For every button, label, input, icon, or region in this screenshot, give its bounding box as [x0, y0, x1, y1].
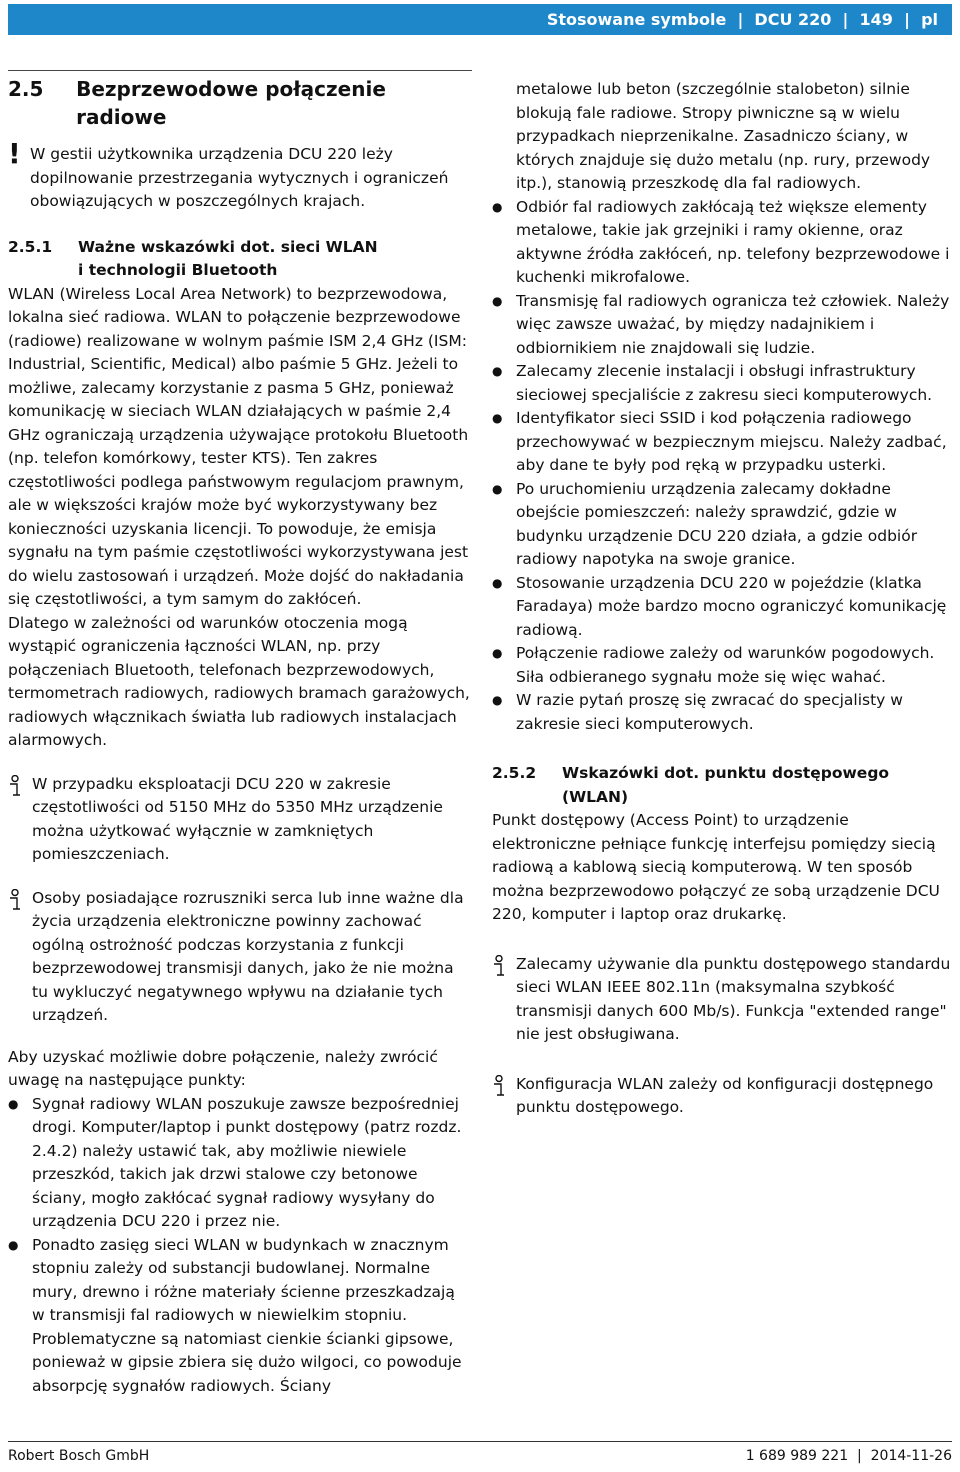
warning-text: W gestii użytkownika urządzenia DCU 220 leży dopilnowanie przestrzegania wytycznych i ograniczeń obowiązujących w poszczególnych krajach.: [30, 145, 449, 210]
list-item-text: Sygnał radiowy WLAN poszukuje zawsze bezpośredniej drogi. Komputer/laptop i punkt dostępowy (patrz rozdz. 2.4.2) należy ustawić tak, aby możliwie niewiele przeszkód, takich jak drzwi stalowe czy betonowe ściany, mogło zakłócać sygnał radiowy wysyłany do urządzenia DCU 220 i przez nie.: [32, 1094, 462, 1230]
bullet-icon: ●: [492, 481, 503, 496]
page-footer: [8, 1441, 952, 1464]
list-item: [492, 196, 954, 290]
subsection-title: Wskazówki dot. punktu dostępowego (WLAN): [562, 764, 890, 806]
note-block-4: [492, 1073, 954, 1120]
list-item: [492, 572, 954, 643]
note-text-2: Osoby posiadające rozruszniki serca lub inne ważne dla życia urządzenia elektroniczne powinny zachować ogólną ostrożność podczas korzystania z funkcji bezprzewodowej transmisji danych, jako że nie można tu wykluczyć negatywnego wpływu na działanie tych urządzeń.: [32, 888, 464, 1024]
exclamation-icon: !: [8, 137, 21, 170]
subsection-number: 2.5.1: [8, 237, 53, 256]
section-rule: [8, 70, 472, 71]
subsection-number: 2.5.2: [492, 764, 537, 782]
bullet-icon: ●: [492, 364, 503, 378]
subsection-heading-1: [8, 236, 472, 283]
paragraph-limitations: Dlatego w zależności od warunków otoczenia mogą wystąpić ograniczenia łączności WLAN, np. przy połączeniach Bluetooth, telefonach bezprzewodowych, termometrach radiowych, radiowych bramach garażowych, radiowych włącznikach światła lub radiowych instalacjach alarmowych.: [8, 613, 470, 749]
bullet-icon: ●: [492, 411, 503, 425]
paragraph-access-point: Punkt dostępowy (Access Point) to urządzenie elektroniczne pełniące funkcję interfejsu pomiędzy siecią radiową a kablową siecią komputerową. W ten sposób można bezprzewodowo połączyć ze sobą urządzenie DCU 220, komputer i laptop oraz drukarkę.: [492, 811, 940, 923]
footer-company: Robert Bosch GmbH: [8, 1448, 150, 1464]
list-item-text: Stosowanie urządzenia DCU 220 w pojeździe (klatka Faradaya) może bardzo mocno ograniczyć komunikację radiową.: [516, 573, 947, 639]
bullet-icon: ●: [8, 1096, 19, 1111]
list-item-text: Połączenie radiowe zależy od warunków pogodowych. Siła odbieranego sygnału może się więc wahać.: [516, 644, 935, 686]
paragraph-intro: Aby uzyskać możliwie dobre połączenie, należy zwrócić uwagę na następujące punkty:: [8, 1047, 438, 1089]
bullet-icon: ●: [8, 1237, 19, 1252]
note-block-1: [8, 773, 472, 867]
section-heading: [8, 75, 472, 131]
bullet-icon: ●: [492, 199, 503, 214]
note-block-3: [492, 953, 954, 1047]
right-column: [492, 78, 954, 1120]
page-header: Stosowane symbole | DCU 220 | 149 | pl: [8, 4, 952, 35]
list-item-text: Transmisję fal radiowych ogranicza też człowiek. Należy więc zawsze uważać, by między nadajnikiem i odbiornikiem nie znajdowali się ludzie.: [516, 291, 950, 357]
list-item: [492, 642, 954, 689]
section-title: Bezprzewodowe połączenie radiowe: [76, 77, 386, 129]
info-icon: [492, 1073, 516, 1120]
bullet-icon: ●: [492, 693, 503, 707]
list-item: [492, 689, 954, 736]
note-text-1: W przypadku eksploatacji DCU 220 w zakresie częstotliwości od 5150 MHz do 5350 MHz urządzenie można użytkować wyłącznie w zamkniętych pomieszczeniach.: [32, 774, 443, 863]
left-column: [8, 72, 472, 1398]
note-block-2: [8, 887, 472, 1028]
note-text-3: Zalecamy używanie dla punktu dostępowego standardu sieci WLAN IEEE 802.11n (maksymalna szybkość transmisji danych 600 Mb/s). Funkcja "extended range" nie jest obsługiwana.: [516, 954, 951, 1043]
note-text-4: Konfiguracja WLAN zależy od konfiguracji dostępnego punktu dostępowego.: [516, 1074, 934, 1116]
bullet-icon: ●: [492, 293, 503, 308]
list-item-text: metalowe lub beton (szczególnie stalobeton) silnie blokują fale radiowe. Stropy piwniczne są w wielu przypadkach nieprzenikalne. Zasadniczo ściany, w których znajduje się dużo metalu (np. rury, przewody itp.), stanowią przeszkodę dla fal radiowych.: [516, 80, 931, 192]
list-item: [492, 407, 954, 478]
list-item: [492, 360, 954, 407]
subsection-title: [78, 236, 378, 283]
bullet-icon: ●: [492, 646, 503, 660]
list-item: [8, 1234, 472, 1399]
bullet-icon: ●: [492, 575, 503, 590]
subsection-heading-2: [492, 762, 954, 809]
footer-doc-info: 1 689 989 221 | 2014-11-26: [745, 1448, 952, 1464]
section-number: 2.5: [8, 77, 44, 101]
info-icon: [8, 887, 32, 1028]
list-item-text: Odbiór fal radiowych zakłócają też większe elementy metalowe, takie jak grzejniki i ramy okienne, oraz aktywne źródła zakłóceń, np. telefony bezprzewodowe i kuchenki mikrofalowe.: [516, 197, 950, 286]
list-item: [8, 1093, 472, 1234]
list-item: [492, 478, 954, 572]
list-item-text: Ponadto zasięg sieci WLAN w budynkach w znacznym stopniu zależy od substancji budowlanej. Normalne mury, drewno i różne materiały ścienne przeszkadzają w transmisji fal radiowych w niewielkim stopniu. Problematyczne są natomiast cienkie ścianki gipsowe, ponieważ w gipsie zbiera się dużo wilgoci, co powoduje absorpcję sygnałów radiowych. Ściany: [32, 1235, 462, 1395]
list-item-continuation: [492, 78, 954, 196]
paragraph-wlan: WLAN (Wireless Local Area Network) to bezprzewodowa, lokalna sieć radiowa. WLAN to połączenie bezprzewodowe (radiowe) realizowane w wolnym paśmie ISM 2,4 GHz (ISM: Industrial, Scientific, Medical) albo paśmie 5 GHz. Jeżeli to możliwe, zalecamy korzystanie z pasma 5 GHz, ponieważ komunikację w sieciach WLAN działających w paśmie 2,4 GHz ograniczają urządzenia używające protokołu Bluetooth (np. telefon komórkowy, tester KTS). Ten zakres częstotliwości podlega państwowym regulacjom prawnym, ale w większości krajów może być wykorzystywany bez konieczności uzyskania licencji. To powoduje, że emisja sygnału na tym paśmie częstotliwości wykorzystywana jest do wielu zastosowań i urządzeń. Może dojść do nakładania się częstotliwości, a tym samym do zakłóceń.: [8, 284, 469, 608]
list-item: [492, 290, 954, 361]
subsection-title-line1: Ważne wskazówki dot. sieci WLAN: [78, 237, 378, 256]
subsection-title-line2: i technologii Bluetooth: [78, 261, 278, 279]
info-icon: [492, 953, 516, 1047]
bullet-list-left: [8, 1093, 472, 1399]
list-item-text: W razie pytań proszę się zwracać do specjalisty w zakresie sieci komputerowych.: [516, 691, 903, 733]
list-item-text: Zalecamy zlecenie instalacji i obsługi infrastruktury sieciowej specjaliście z zakresu sieci komputerowych.: [516, 362, 933, 404]
list-item-text: Identyfikator sieci SSID i kod połączenia radiowego przechowywać w bezpiecznym miejscu. Należy zadbać, aby dane te były pod ręką w przypadku usterki.: [516, 409, 947, 474]
warning-block: [8, 137, 472, 214]
bullet-list-right: [492, 78, 954, 736]
info-icon: [8, 773, 32, 867]
list-item-text: Po uruchomieniu urządzenia zalecamy dokładne obejście pomieszczeń: należy sprawdzić, gdzie w budynku urządzenie DCU 220 działa, a gdzie odbiór radiowy napotyka na swoje granice.: [516, 479, 918, 568]
